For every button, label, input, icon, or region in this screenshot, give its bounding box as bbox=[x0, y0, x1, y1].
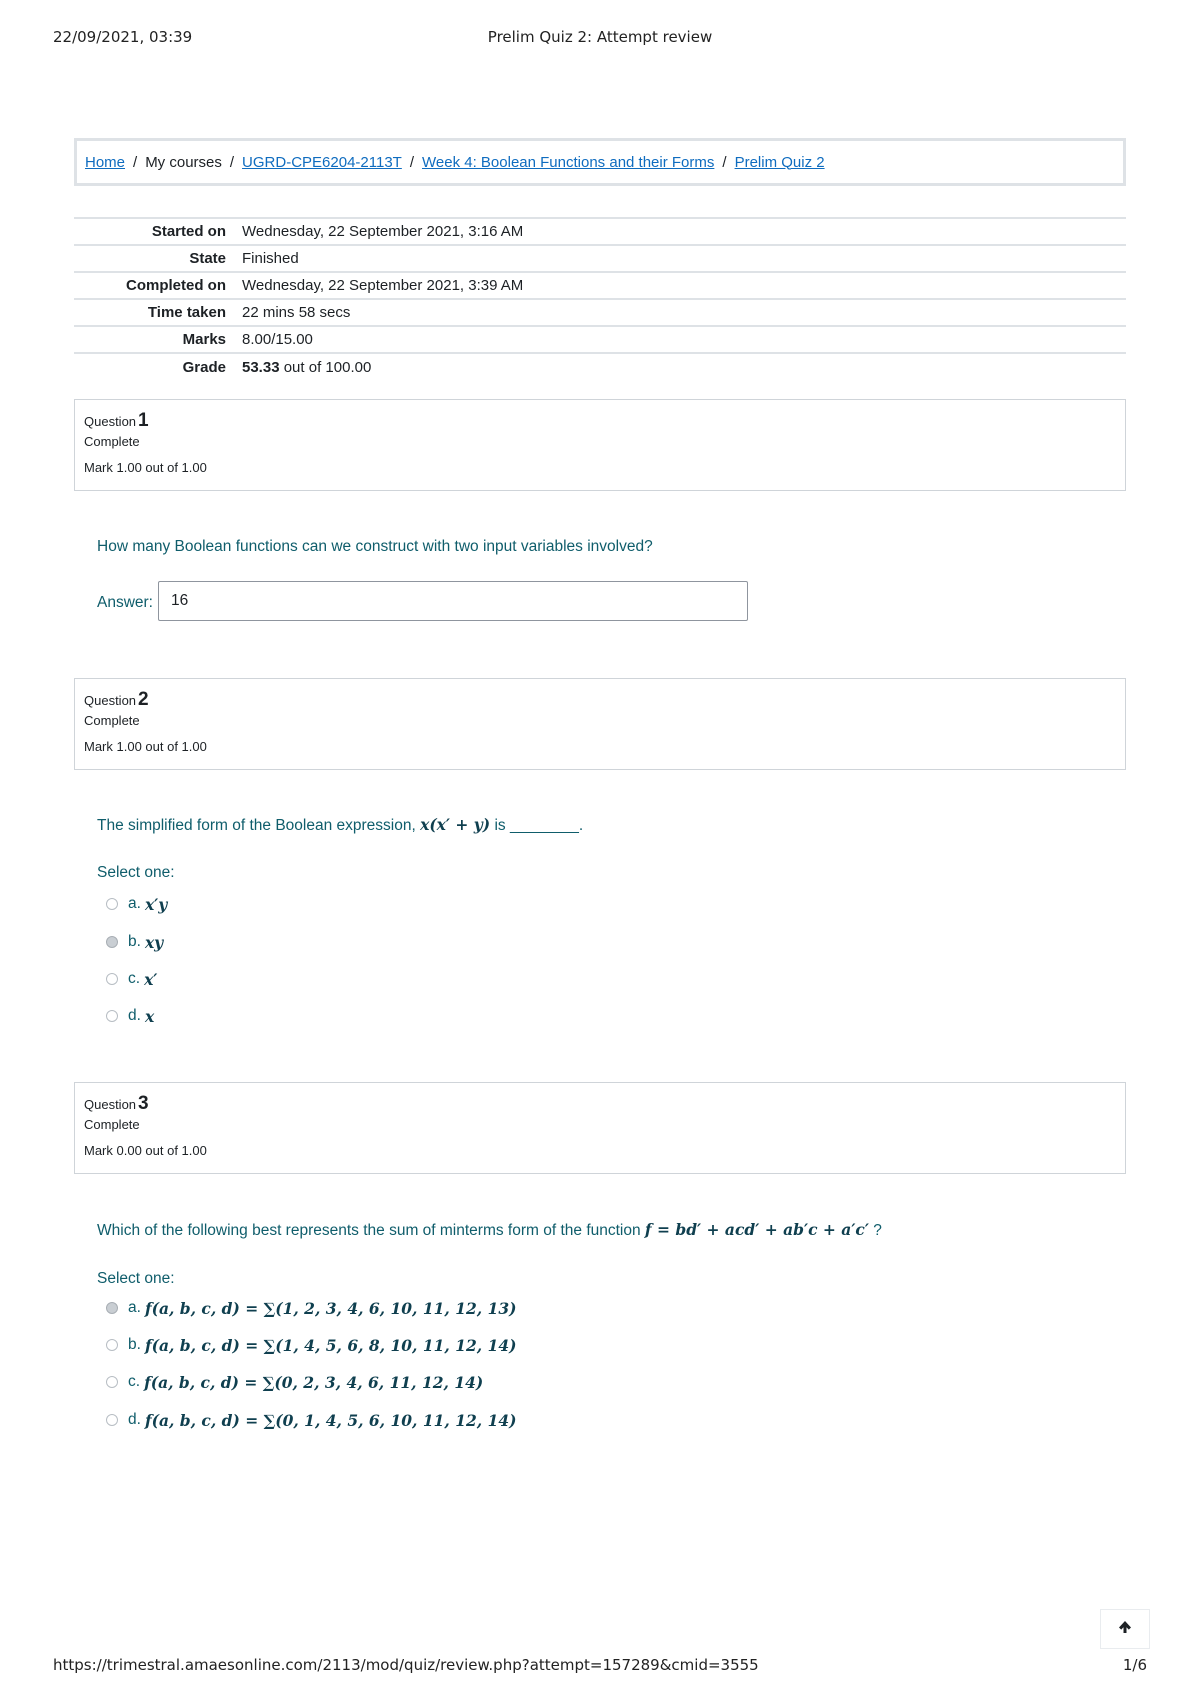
option-expression: f(a, b, c, d) = ∑(0, 1, 4, 5, 6, 10, 11, 12, 14) bbox=[144, 1410, 517, 1430]
print-datetime: 22/09/2021, 03:39 bbox=[53, 28, 193, 46]
answer-field[interactable] bbox=[158, 581, 748, 621]
question-state: Complete bbox=[84, 1117, 140, 1132]
question-text: How many Boolean functions can we construct with two input variables involved? bbox=[97, 538, 653, 555]
question-mark: Mark 1.00 out of 1.00 bbox=[84, 739, 207, 754]
print-header bbox=[0, 28, 1200, 50]
breadcrumb-separator: / bbox=[722, 153, 727, 171]
option-expression: f(a, b, c, d) = ∑(1, 2, 3, 4, 6, 10, 11, 12, 13) bbox=[144, 1298, 517, 1318]
summary-row-grade bbox=[74, 353, 1126, 380]
question-text-after: ? bbox=[873, 1222, 882, 1239]
option-letter: b. bbox=[128, 933, 141, 950]
radio-button[interactable] bbox=[106, 1414, 118, 1426]
question-mark: Mark 0.00 out of 1.00 bbox=[84, 1143, 207, 1158]
breadcrumb-separator: / bbox=[409, 153, 415, 171]
summary-label: State bbox=[189, 250, 226, 267]
option-expression: x′y bbox=[144, 894, 168, 914]
summary-row-state bbox=[74, 245, 1126, 272]
summary-label: Grade bbox=[182, 358, 226, 376]
radio-button-checked[interactable] bbox=[106, 1302, 118, 1314]
question-prefix: Question bbox=[84, 414, 137, 429]
summary-row-completed bbox=[74, 272, 1126, 299]
back-to-top-button[interactable] bbox=[1100, 1609, 1150, 1649]
option-expression: xy bbox=[144, 932, 164, 952]
question-number bbox=[84, 1093, 1125, 1115]
question-text-after: is ________. bbox=[494, 817, 584, 834]
question-expression: f = bd′ + acd′ + ab′c + a′c′ bbox=[644, 1220, 869, 1239]
print-url: https://trimestral.amaesonline.com/2113/mod/quiz/review.php?attempt=157289&cmid=3555 bbox=[53, 1656, 759, 1674]
question-number-value: 2 bbox=[138, 689, 149, 710]
breadcrumb-week-link[interactable]: Week 4: Boolean Functions and their Forms bbox=[422, 153, 715, 171]
grade-out-of: out of 100.00 bbox=[283, 358, 372, 376]
attempt-summary-table bbox=[74, 217, 1126, 380]
print-page-number: 1/6 bbox=[1122, 1656, 1147, 1674]
select-one-label: Select one: bbox=[97, 1270, 175, 1287]
summary-label: Time taken bbox=[147, 304, 226, 321]
option-letter: c. bbox=[128, 1373, 141, 1390]
radio-button[interactable] bbox=[106, 898, 118, 910]
option-a[interactable] bbox=[106, 892, 167, 916]
option-expression: x′ bbox=[144, 969, 158, 989]
question-number bbox=[84, 410, 1125, 432]
question-mark: Mark 1.00 out of 1.00 bbox=[84, 460, 207, 475]
question-expression: x(x′ + y) bbox=[420, 815, 491, 834]
question-info-2 bbox=[74, 678, 1126, 770]
print-footer bbox=[0, 1656, 1200, 1678]
option-letter: c. bbox=[128, 970, 141, 987]
summary-value: 22 mins 58 secs bbox=[242, 304, 351, 321]
breadcrumb-home-link[interactable]: Home bbox=[85, 153, 126, 171]
breadcrumb-course-link[interactable]: UGRD-CPE6204-2113T bbox=[242, 153, 402, 171]
summary-row-marks bbox=[74, 326, 1126, 353]
breadcrumb-my-courses: My courses bbox=[145, 153, 222, 171]
question-prefix: Question bbox=[84, 693, 137, 708]
radio-button[interactable] bbox=[106, 1010, 118, 1022]
breadcrumb-separator: / bbox=[133, 153, 138, 171]
grade-score: 53.33 bbox=[242, 358, 280, 376]
option-d[interactable] bbox=[106, 1408, 516, 1432]
radio-button[interactable] bbox=[106, 1339, 118, 1351]
summary-row-started bbox=[74, 218, 1126, 245]
arrow-up-icon bbox=[1117, 1619, 1133, 1640]
print-page-title: Prelim Quiz 2: Attempt review bbox=[487, 28, 713, 46]
option-c[interactable] bbox=[106, 967, 157, 991]
summary-row-time-taken bbox=[74, 299, 1126, 326]
question-number-value: 1 bbox=[138, 410, 149, 431]
option-d[interactable] bbox=[106, 1004, 154, 1028]
option-b[interactable] bbox=[106, 930, 163, 954]
summary-value: Wednesday, 22 September 2021, 3:39 AM bbox=[242, 277, 524, 294]
breadcrumb-separator: / bbox=[229, 153, 235, 171]
summary-label: Marks bbox=[182, 331, 226, 348]
summary-value: 8.00/15.00 bbox=[242, 331, 313, 348]
option-expression: x bbox=[144, 1006, 155, 1026]
option-letter: d. bbox=[128, 1411, 141, 1428]
option-a[interactable] bbox=[106, 1296, 516, 1320]
summary-value: Wednesday, 22 September 2021, 3:16 AM bbox=[242, 223, 524, 240]
option-b[interactable] bbox=[106, 1333, 516, 1357]
radio-button-checked[interactable] bbox=[106, 936, 118, 948]
question-number bbox=[84, 689, 1125, 711]
option-letter: b. bbox=[128, 1336, 141, 1353]
question-text bbox=[97, 1220, 882, 1240]
question-number-value: 3 bbox=[138, 1093, 149, 1114]
question-text bbox=[97, 815, 583, 835]
question-state: Complete bbox=[84, 434, 140, 449]
question-state: Complete bbox=[84, 713, 140, 728]
summary-value bbox=[238, 353, 1126, 380]
question-info-1 bbox=[74, 399, 1126, 491]
question-info-3 bbox=[74, 1082, 1126, 1174]
option-letter: d. bbox=[128, 1007, 141, 1024]
question-text-before: Which of the following best represents the sum of minterms form of the function bbox=[97, 1222, 641, 1239]
summary-value: Finished bbox=[242, 250, 299, 267]
option-expression: f(a, b, c, d) = ∑(1, 4, 5, 6, 8, 10, 11, 12, 14) bbox=[144, 1335, 517, 1355]
breadcrumb bbox=[74, 138, 1126, 186]
option-letter: a. bbox=[128, 1299, 141, 1316]
option-expression: f(a, b, c, d) = ∑(0, 2, 3, 4, 6, 11, 12, 14) bbox=[144, 1372, 484, 1392]
question-text-before: The simplified form of the Boolean expression, bbox=[97, 817, 416, 834]
breadcrumb-quiz-link[interactable]: Prelim Quiz 2 bbox=[734, 153, 825, 171]
summary-label: Completed on bbox=[126, 277, 226, 294]
option-c[interactable] bbox=[106, 1370, 483, 1394]
answer-label: Answer: bbox=[97, 594, 153, 611]
radio-button[interactable] bbox=[106, 973, 118, 985]
question-prefix: Question bbox=[84, 1097, 137, 1112]
option-letter: a. bbox=[128, 895, 141, 912]
select-one-label: Select one: bbox=[97, 864, 175, 881]
summary-label: Started on bbox=[151, 223, 226, 240]
radio-button[interactable] bbox=[106, 1376, 118, 1388]
